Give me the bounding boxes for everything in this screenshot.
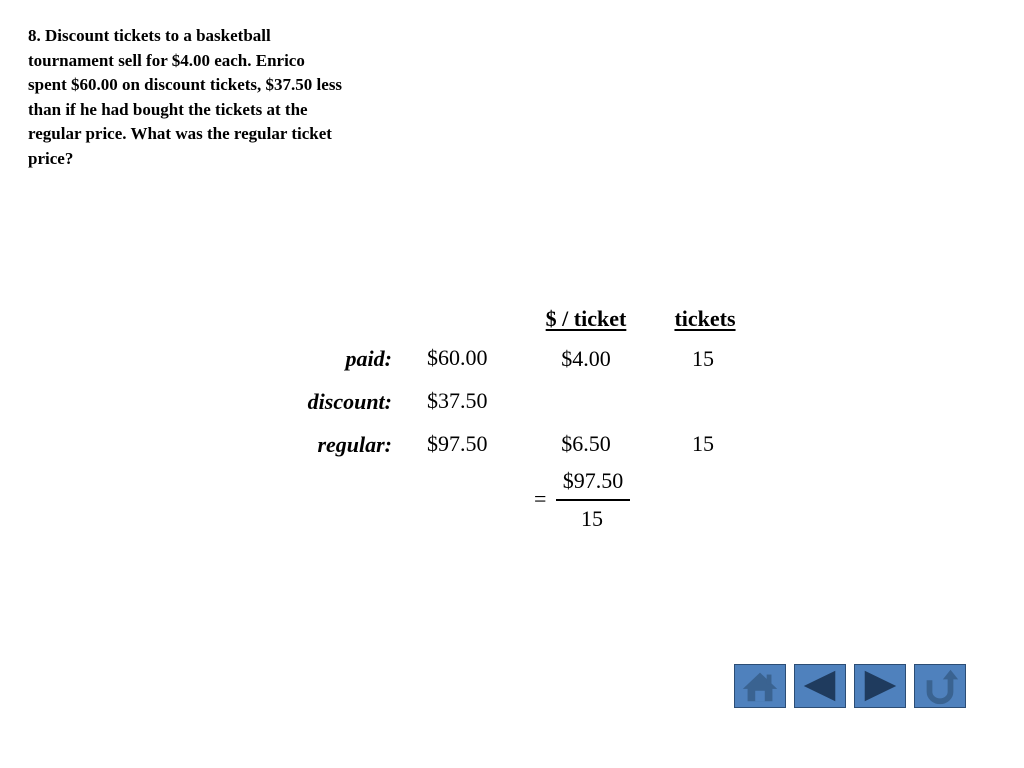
return-button[interactable] — [914, 664, 966, 708]
fraction-bar — [556, 499, 630, 501]
forward-button[interactable] — [854, 664, 906, 708]
home-button[interactable] — [734, 664, 786, 708]
amount-paid: $60.00 — [427, 345, 488, 370]
row-label-regular: regular: — [317, 432, 392, 457]
back-button[interactable] — [794, 664, 846, 708]
row-label-paid: paid: — [345, 346, 392, 371]
header-tickets: tickets — [674, 306, 736, 331]
fraction-denominator: 15 — [581, 506, 603, 531]
per-ticket-regular: $6.50 — [561, 431, 611, 456]
per-ticket-paid: $4.00 — [561, 346, 611, 371]
problem-text: 8. Discount tickets to a basketball tournament sell for $4.00 each. Enrico spent $60.00 on discount tickets, $37.50 less than if he had bought the tickets at the regular price. What was the regular ticket price? — [28, 26, 343, 168]
amount-regular: $97.50 — [427, 431, 488, 456]
fraction-equals: = — [534, 486, 547, 511]
return-icon — [915, 665, 965, 707]
fraction-numerator: $97.50 — [562, 468, 624, 493]
amount-discount: $37.50 — [427, 388, 488, 413]
arrow-right-icon — [855, 665, 905, 707]
tickets-regular: 15 — [692, 431, 714, 456]
row-label-discount: discount: — [307, 389, 392, 414]
tickets-paid: 15 — [692, 346, 714, 371]
arrow-left-icon — [795, 665, 845, 707]
home-icon — [735, 665, 785, 707]
header-per-ticket: $ / ticket — [545, 306, 627, 331]
